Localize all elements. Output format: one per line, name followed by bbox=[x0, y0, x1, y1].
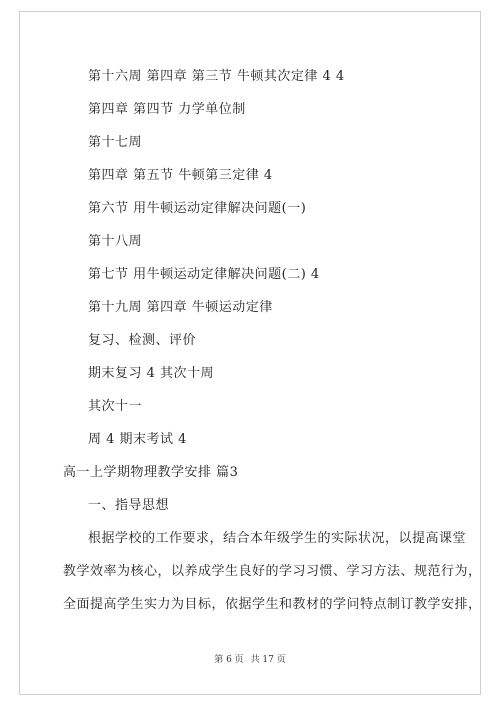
page-footer bbox=[0, 654, 500, 666]
text-line: 其次十一 bbox=[88, 399, 143, 414]
subsection-heading: 一、指导思想 bbox=[88, 498, 170, 513]
text-line: 第四章 第四节 力学单位制 bbox=[88, 102, 246, 117]
text-line: 第四章 第五节 牛顿第三定律 4 bbox=[88, 168, 273, 183]
text-line: 第十九周 第四章 牛顿运动定律 bbox=[88, 300, 273, 315]
page-number: 第 6 页 bbox=[214, 655, 244, 665]
page-total: 共 17 页 bbox=[250, 655, 286, 665]
section-heading: 高一上学期物理教学安排 篇3 bbox=[63, 465, 239, 480]
paragraph-line: 根据学校的工作要求，结合本年级学生的实际状况，以提高课堂 bbox=[88, 531, 467, 546]
paragraph-line: 教学效率为核心，以养成学生良好的学习习惯、学习方法、规范行为， bbox=[63, 564, 482, 579]
text-line: 第十八周 bbox=[88, 234, 143, 249]
text-line: 第十六周 第四章 第三节 牛顿其次定律 4 4 bbox=[88, 69, 345, 84]
text-line: 第六节 用牛顿运动定律解决问题(一) bbox=[88, 201, 307, 216]
text-line: 周 4 期末考试 4 bbox=[88, 432, 187, 447]
text-line: 第七节 用牛顿运动定律解决问题(二) 4 bbox=[88, 267, 320, 282]
text-line: 复习、检测、评价 bbox=[88, 333, 197, 348]
text-line: 期末复习 4 其次十周 bbox=[88, 366, 215, 381]
paragraph-line: 全面提高学生实力为目标，依据学生和教材的学问特点制订教学安排， bbox=[63, 597, 482, 612]
text-line: 第十七周 bbox=[88, 135, 143, 150]
